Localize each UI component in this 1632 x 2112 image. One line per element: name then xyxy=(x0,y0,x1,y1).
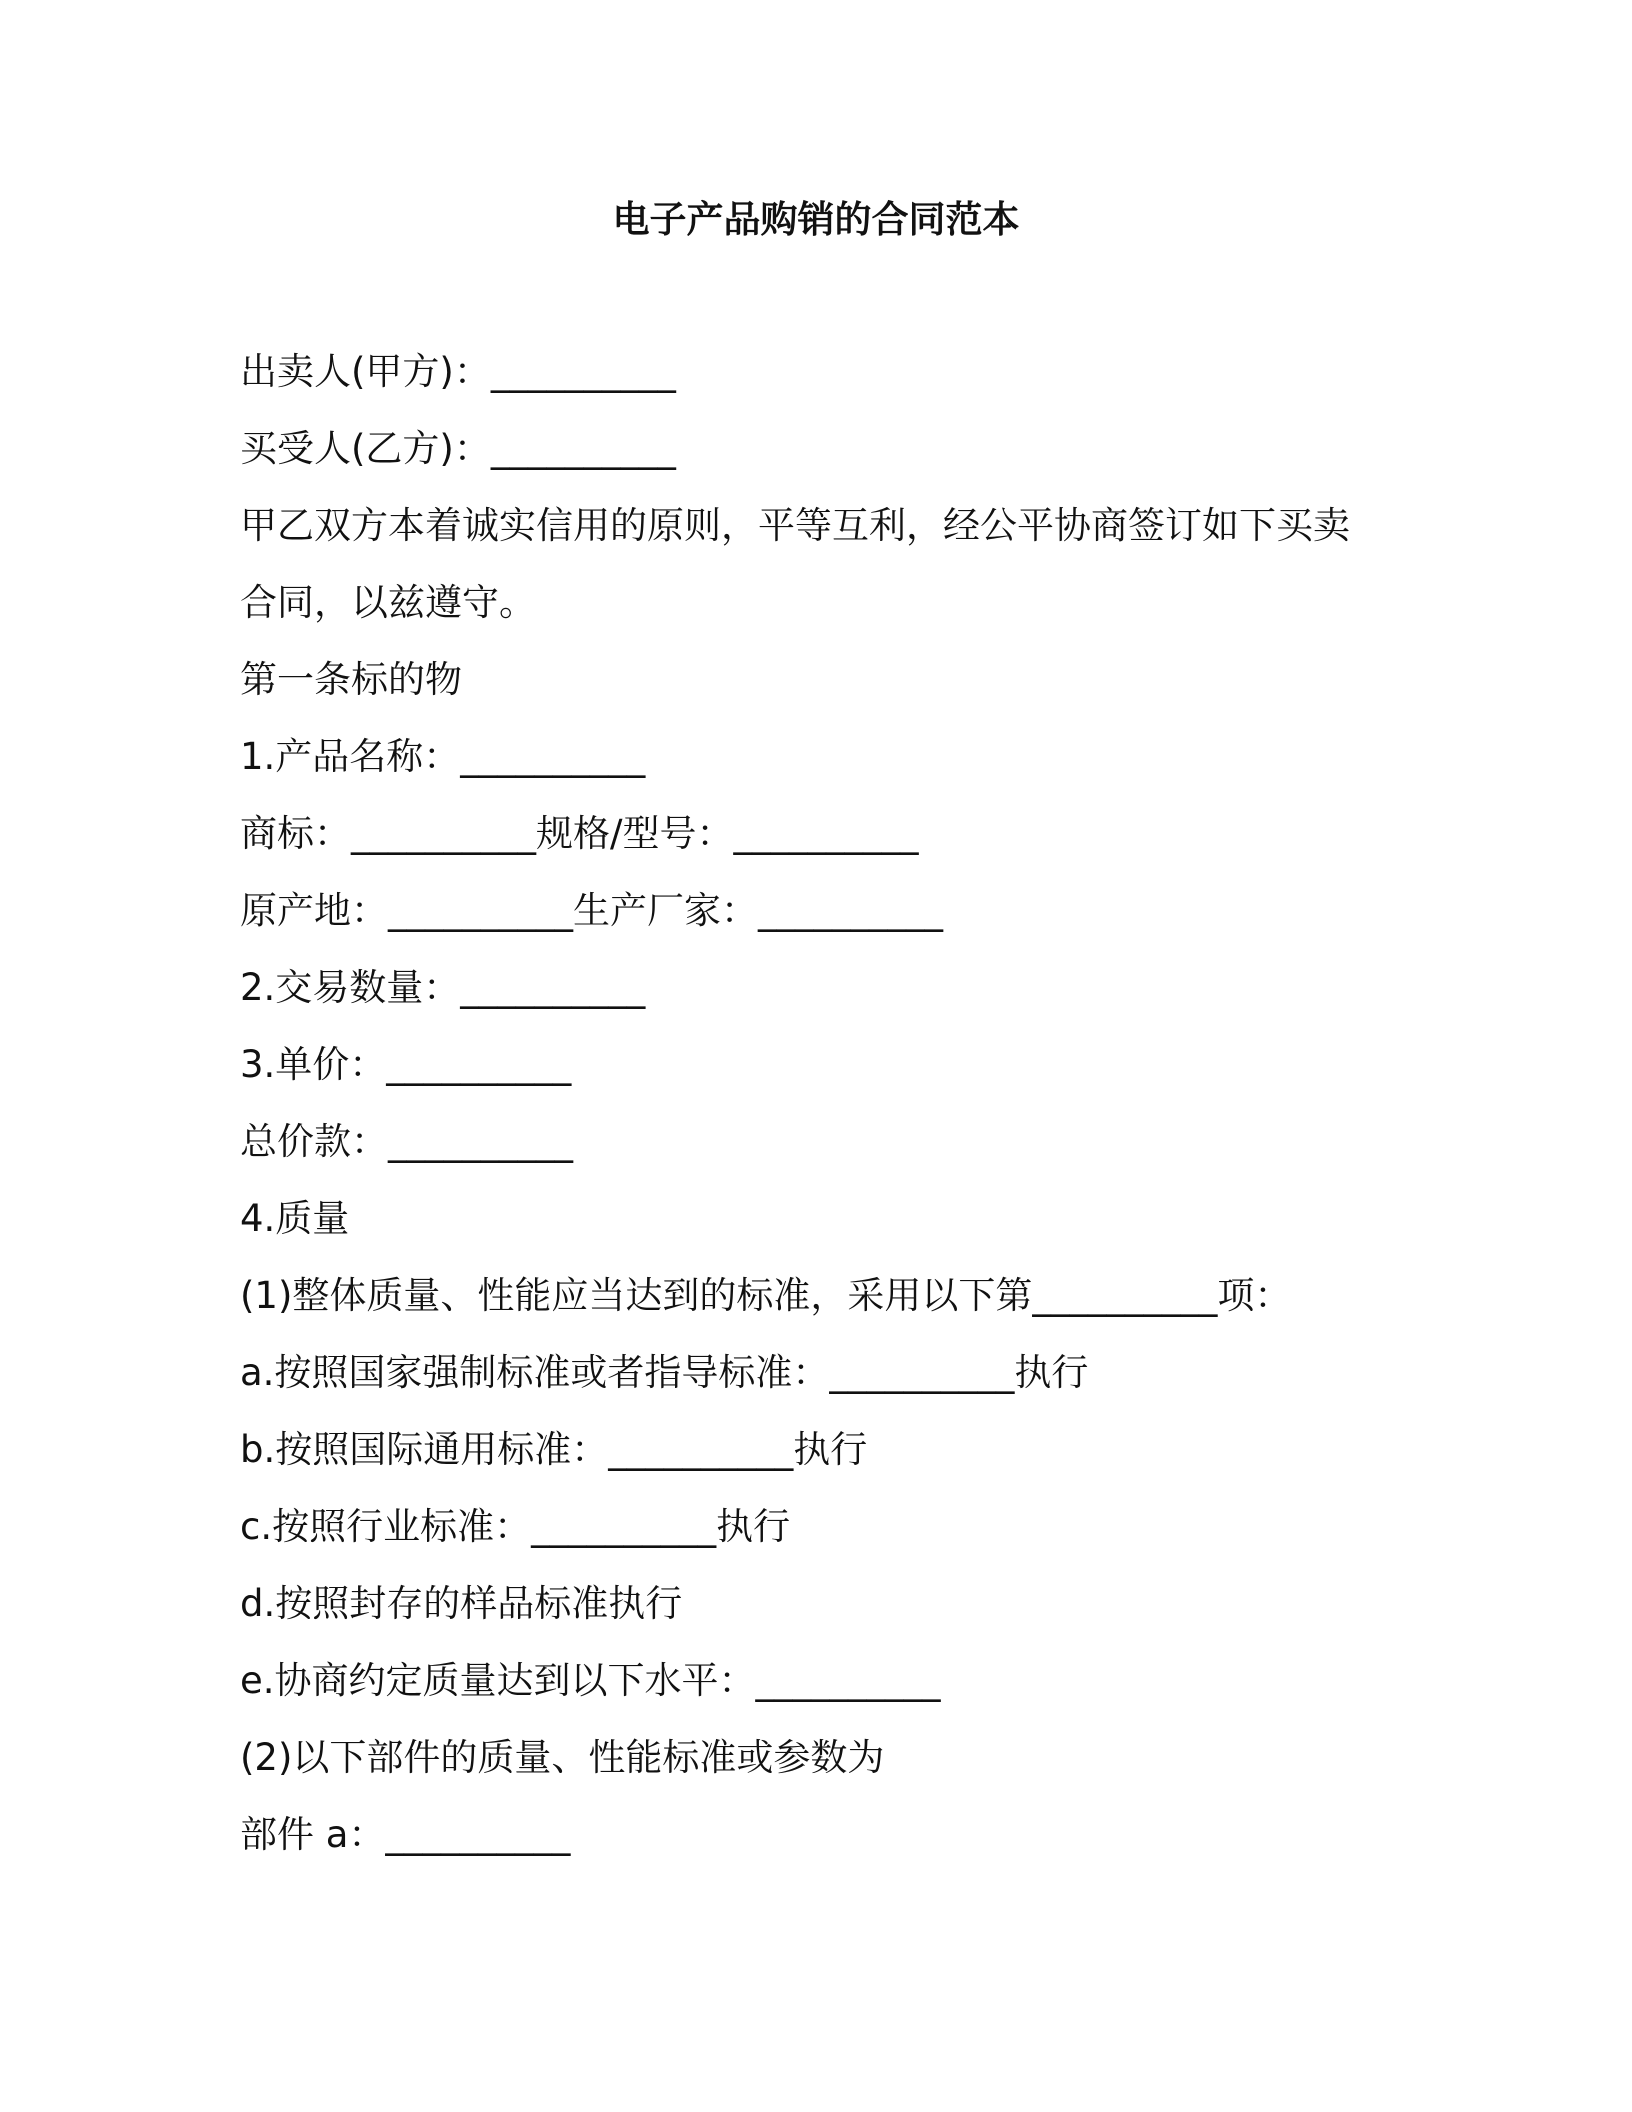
preamble-line-1: 甲乙双方本着诚实信用的原则，平等互利，经公平协商签订如下买卖 xyxy=(240,504,1350,547)
quality-option-a: a.按照国家强制标准或者指导标准：__________执行 xyxy=(240,1351,1089,1394)
document-title: 电子产品购销的合同范本 xyxy=(612,198,1020,241)
seller-line: 出卖人(甲方)：__________ xyxy=(240,350,676,393)
quality-option-b: b.按照国际通用标准：__________执行 xyxy=(240,1428,868,1471)
component-a-line: 部件 a：__________ xyxy=(240,1813,571,1856)
preamble-line-2: 合同，以兹遵守。 xyxy=(240,581,536,624)
buyer-line: 买受人(乙方)：__________ xyxy=(240,427,676,470)
quantity-line: 2.交易数量：__________ xyxy=(240,966,646,1009)
quality-heading: 4.质量 xyxy=(240,1197,350,1240)
article-1-heading: 第一条标的物 xyxy=(240,658,462,701)
quality-option-e: e.协商约定质量达到以下水平：__________ xyxy=(240,1659,941,1702)
document-body xyxy=(240,344,1440,1884)
quality-option-d: d.按照封存的样品标准执行 xyxy=(240,1582,683,1625)
quality-option-c: c.按照行业标准：__________执行 xyxy=(240,1505,791,1548)
product-name-line: 1.产品名称：__________ xyxy=(240,735,646,778)
trademark-model-line: 商标：__________规格/型号：__________ xyxy=(240,812,919,855)
unit-price-line: 3.单价：__________ xyxy=(240,1043,572,1086)
origin-manufacturer-line: 原产地：__________生产厂家：__________ xyxy=(240,889,943,932)
component-standard-line: (2)以下部件的质量、性能标准或参数为 xyxy=(240,1736,885,1779)
total-price-line: 总价款：__________ xyxy=(240,1120,573,1163)
quality-standard-line: (1)整体质量、性能应当达到的标准，采用以下第__________项： xyxy=(240,1274,1292,1317)
